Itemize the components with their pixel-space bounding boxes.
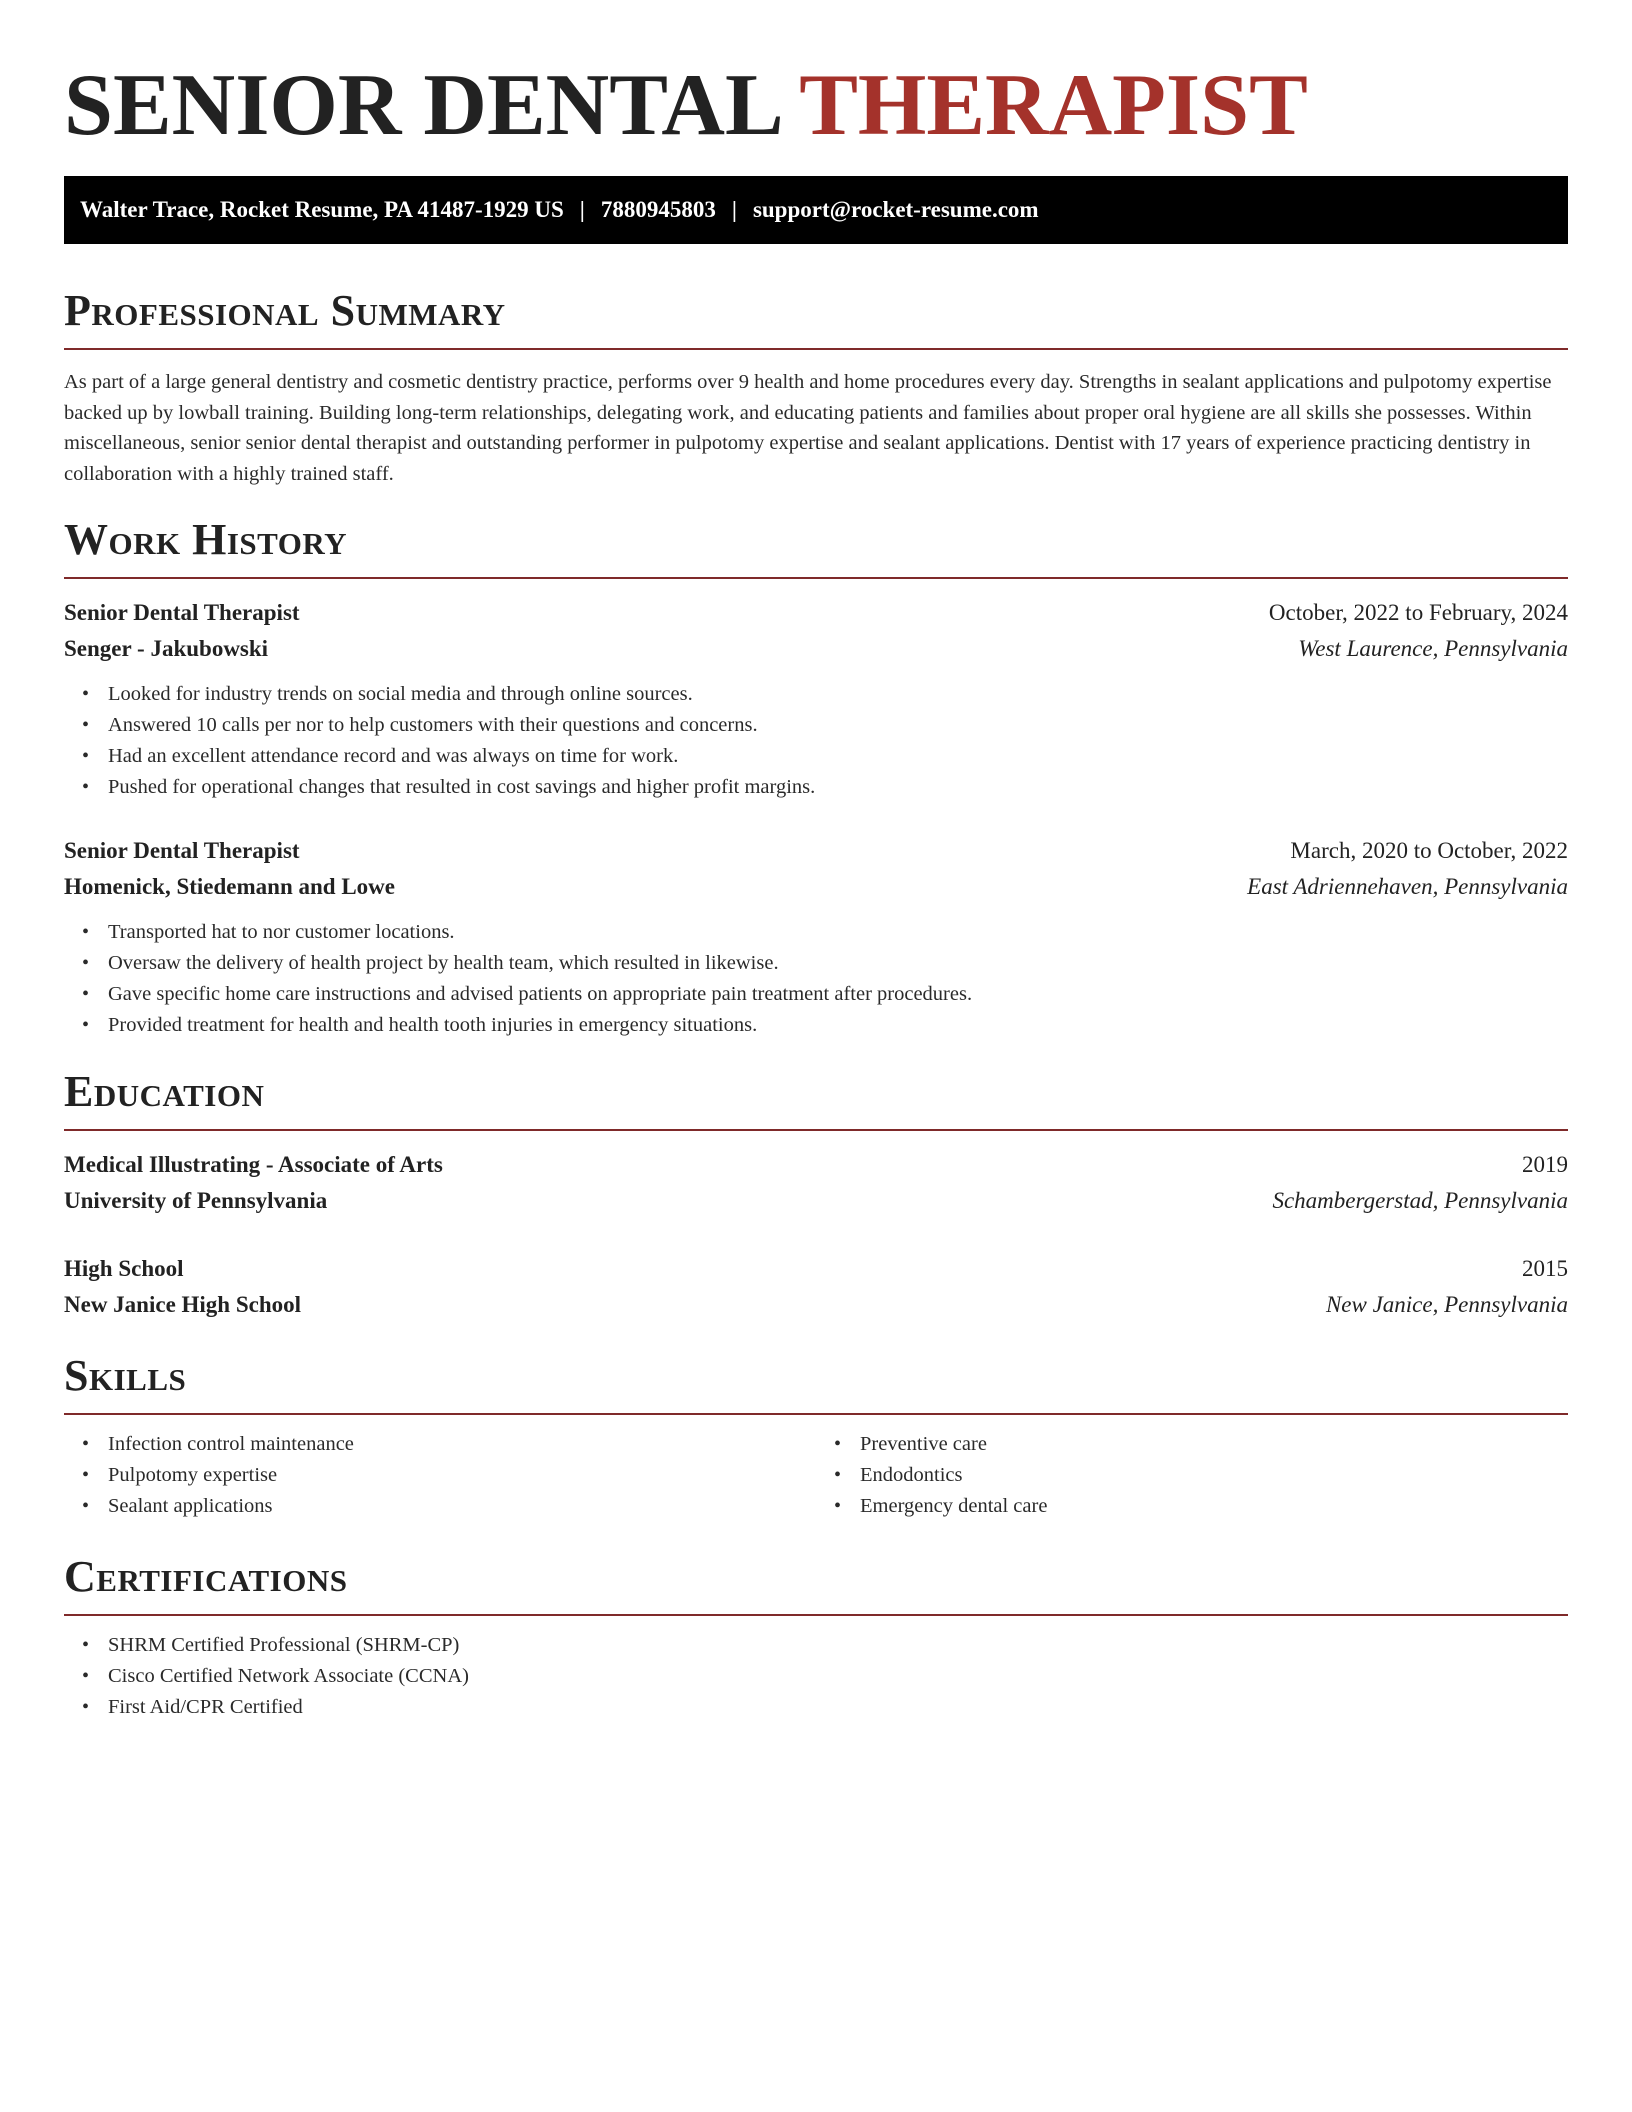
education-location: New Janice, Pennsylvania (1325, 1292, 1568, 1317)
job-company-row (64, 869, 1568, 905)
title-part-2: THERAPIST (799, 57, 1308, 154)
education-section (64, 1067, 1568, 1323)
list-item: • Emergency dental care (860, 1491, 1568, 1522)
page-title (64, 56, 1568, 156)
section-heading-summary: Professional Summary (64, 286, 506, 335)
education-degree-row (64, 1251, 1568, 1287)
list-item: • Had an excellent attendance record and was always on time for work. (108, 741, 1568, 772)
contact-address: Walter Trace, Rocket Resume, PA 41487-1929 US (80, 197, 564, 222)
list-item: • Looked for industry trends on social media and through online sources. (108, 679, 1568, 710)
work-history-section (64, 515, 1568, 1041)
list-item: • Pushed for operational changes that resulted in cost savings and higher profit margins. (108, 772, 1568, 803)
job-dates: March, 2020 to October, 2022 (1290, 838, 1568, 863)
certifications-section (64, 1552, 1568, 1723)
contact-separator: | (579, 197, 585, 222)
section-divider (64, 1413, 1568, 1415)
skills-list-left (64, 1429, 816, 1522)
section-heading-skills: Skills (64, 1351, 187, 1400)
list-item: • Infection control maintenance (108, 1429, 816, 1460)
list-item: • First Aid/CPR Certified (108, 1692, 1568, 1723)
job-title-row (64, 595, 1568, 631)
certifications-list (64, 1630, 1568, 1723)
list-item: • Provided treatment for health and health tooth injuries in emergency situations. (108, 1010, 1568, 1041)
list-item: • Cisco Certified Network Associate (CCNA) (108, 1661, 1568, 1692)
list-item: • Preventive care (860, 1429, 1568, 1460)
list-item: • Pulpotomy expertise (108, 1460, 816, 1491)
list-item: • Answered 10 calls per nor to help customers with their questions and concerns. (108, 710, 1568, 741)
education-degree: High School (64, 1256, 184, 1281)
education-degree-row (64, 1147, 1568, 1183)
title-part-1: SENIOR DENTAL (64, 57, 779, 154)
education-year: 2019 (1522, 1152, 1568, 1177)
summary-section (64, 286, 1568, 489)
education-school-row (64, 1183, 1568, 1219)
education-entry (64, 1251, 1568, 1323)
education-school: University of Pennsylvania (64, 1188, 328, 1213)
section-heading-certifications: Certifications (64, 1552, 348, 1601)
contact-bar (64, 176, 1568, 244)
job-title: Senior Dental Therapist (64, 838, 300, 863)
contact-email: support@rocket-resume.com (752, 197, 1039, 222)
education-year: 2015 (1522, 1256, 1568, 1281)
contact-separator: | (731, 197, 737, 222)
section-divider (64, 348, 1568, 350)
job-company: Homenick, Stiedemann and Lowe (64, 874, 395, 899)
job-dates: October, 2022 to February, 2024 (1268, 600, 1568, 625)
list-item: • Gave specific home care instructions and advised patients on appropriate pain treatment after procedures. (108, 979, 1568, 1010)
contact-phone: 7880945803 (600, 197, 716, 222)
education-school-row (64, 1287, 1568, 1323)
section-heading-education: Education (64, 1067, 265, 1116)
job-company-row (64, 631, 1568, 667)
job-bullets (64, 917, 1568, 1041)
job-title-row (64, 833, 1568, 869)
education-location: Schambergerstad, Pennsylvania (1272, 1188, 1568, 1213)
job-entry (64, 833, 1568, 1041)
job-bullets (64, 679, 1568, 803)
section-divider (64, 1614, 1568, 1616)
job-title: Senior Dental Therapist (64, 600, 300, 625)
skills-list-right (816, 1429, 1568, 1522)
list-item: • Endodontics (860, 1460, 1568, 1491)
list-item: • Oversaw the delivery of health project by health team, which resulted in likewise. (108, 948, 1568, 979)
summary-paragraph: As part of a large general dentistry and cosmetic dentistry practice, performs over 9 health and home procedures every day. Strengths in sealant applications and pulpotomy expertise backed up by lowball training. Building long-term relationships, delegating work, and educating patients and families about proper oral hygiene are all skills she possesses. Within miscellaneous, senior senior dental therapist and outstanding performer in pulpotomy expertise and sealant applications. Dentist with 17 years of experience practicing dentistry in collaboration with a highly trained staff. (64, 371, 1552, 485)
education-entry (64, 1147, 1568, 1219)
job-company: Senger - Jakubowski (64, 636, 269, 661)
list-item: • Sealant applications (108, 1491, 816, 1522)
job-entry (64, 595, 1568, 803)
job-location: East Adriennehaven, Pennsylvania (1247, 874, 1568, 899)
education-degree: Medical Illustrating - Associate of Arts (64, 1152, 443, 1177)
skills-grid (64, 1429, 1568, 1522)
list-item: • SHRM Certified Professional (SHRM-CP) (108, 1630, 1568, 1661)
section-divider (64, 1129, 1568, 1131)
section-heading-work-history: Work History (64, 515, 348, 564)
job-location: West Laurence, Pennsylvania (1298, 636, 1568, 661)
section-divider (64, 577, 1568, 579)
education-school: New Janice High School (64, 1292, 302, 1317)
skills-section (64, 1351, 1568, 1522)
list-item: • Transported hat to nor customer locations. (108, 917, 1568, 948)
